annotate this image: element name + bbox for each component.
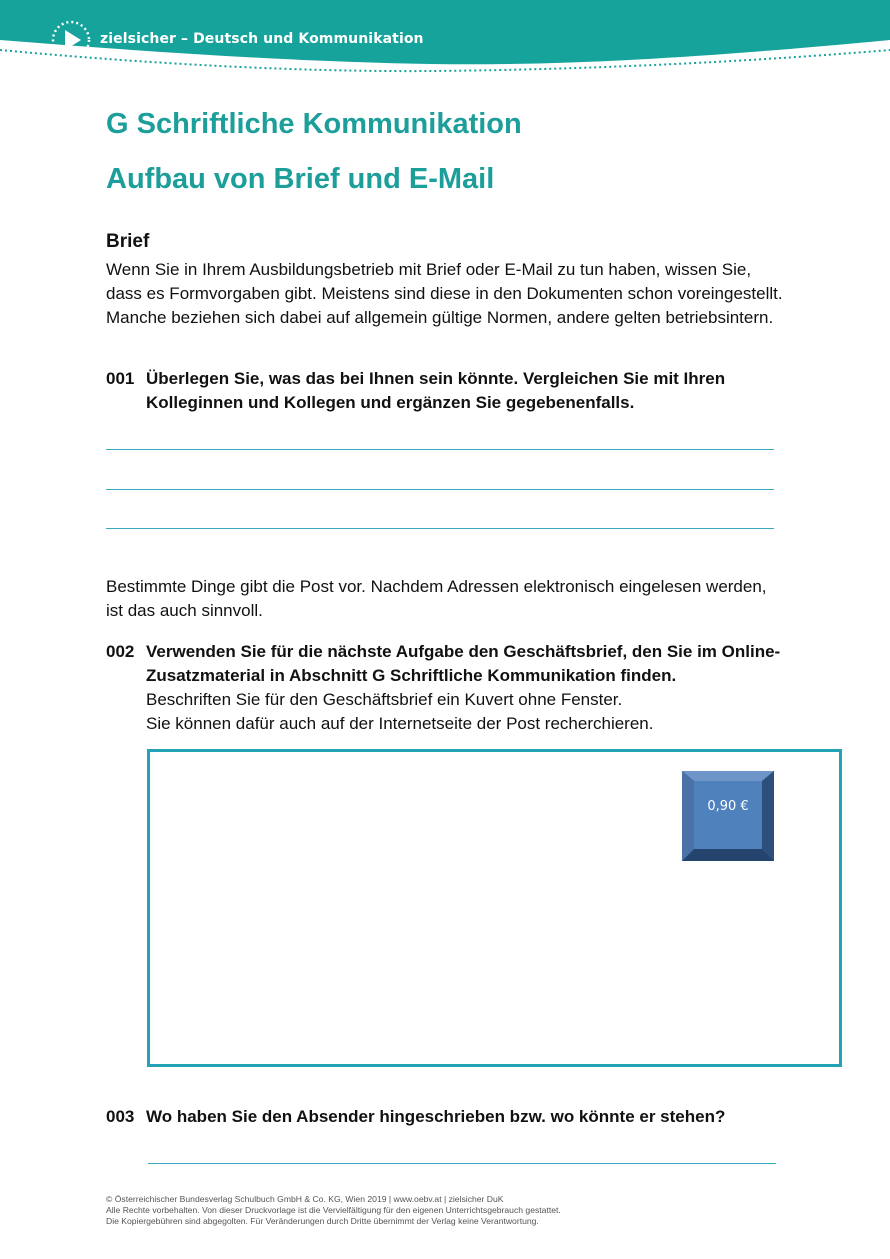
task-number: 001 xyxy=(106,369,135,388)
answer-line[interactable] xyxy=(148,1163,776,1164)
task-instruction: Überlegen Sie, was das bei Ihnen sein könnte. Vergleichen Sie mit Ihren Kolleginnen und Kollegen und ergänzen Sie gegebenenfalls. xyxy=(146,369,726,412)
chapter-title: G Schriftliche Kommunikation xyxy=(106,108,522,140)
answer-line[interactable] xyxy=(106,528,774,529)
task-002 xyxy=(106,640,806,736)
task-instruction: Wo haben Sie den Absender hingeschrieben bzw. wo könnte er stehen? xyxy=(146,1107,726,1126)
answer-line[interactable] xyxy=(106,489,774,490)
task-number: 003 xyxy=(106,1107,135,1126)
task-003 xyxy=(106,1105,806,1129)
task-number: 002 xyxy=(106,642,135,661)
post-paragraph: Bestimmte Dinge gibt die Post vor. Nachdem Adressen elektronisch eingelesen werden, ist das auch sinnvoll. xyxy=(106,577,767,620)
footer-copyright: © Österreichischer Bundesverlag Schulbuch GmbH & Co. KG, Wien 2019 | www.oebv.at | zielsicher DuK xyxy=(106,1194,504,1204)
play-icon xyxy=(51,20,91,60)
section-title: Brief xyxy=(106,231,150,252)
footer-rights: Alle Rechte vorbehalten. Von dieser Druckvorlage ist die Vervielfältigung für den eigenen Unterrichtsgebrauch gestattet. xyxy=(106,1205,561,1215)
task-text: Sie können dafür auch auf der Internetseite der Post recherchieren. xyxy=(146,714,654,733)
header-title: zielsicher – Deutsch und Kommunikation xyxy=(100,31,424,47)
stamp-value: 0,90 € xyxy=(707,799,749,814)
footer-disclaimer: Die Kopiergebühren sind abgegolten. Für Veränderungen durch Dritte übernimmt der Verlag keine Verantwortung. xyxy=(106,1216,539,1226)
task-text: Beschriften Sie für den Geschäftsbrief ein Kuvert ohne Fenster. xyxy=(146,690,623,709)
task-instruction: Verwenden Sie für die nächste Aufgabe den Geschäftsbrief, den Sie im Online-Zusatzmaterial in Abschnitt G Schriftliche Kommunikation finden. xyxy=(146,642,781,685)
topic-title: Aufbau von Brief und E-Mail xyxy=(106,163,495,195)
footer xyxy=(106,1194,561,1227)
intro-paragraph: Wenn Sie in Ihrem Ausbildungsbetrieb mit Brief oder E-Mail zu tun haben, wissen Sie, dass es Formvorgaben gibt. Meistens sind diese in den Dokumenten schon voreingestellt. Manche beziehen sich dabei auf allgemein gültige Normen, andere gelten betriebsintern. xyxy=(106,260,783,327)
stamp xyxy=(682,771,774,861)
task-001 xyxy=(106,367,806,415)
answer-line[interactable] xyxy=(106,449,774,450)
